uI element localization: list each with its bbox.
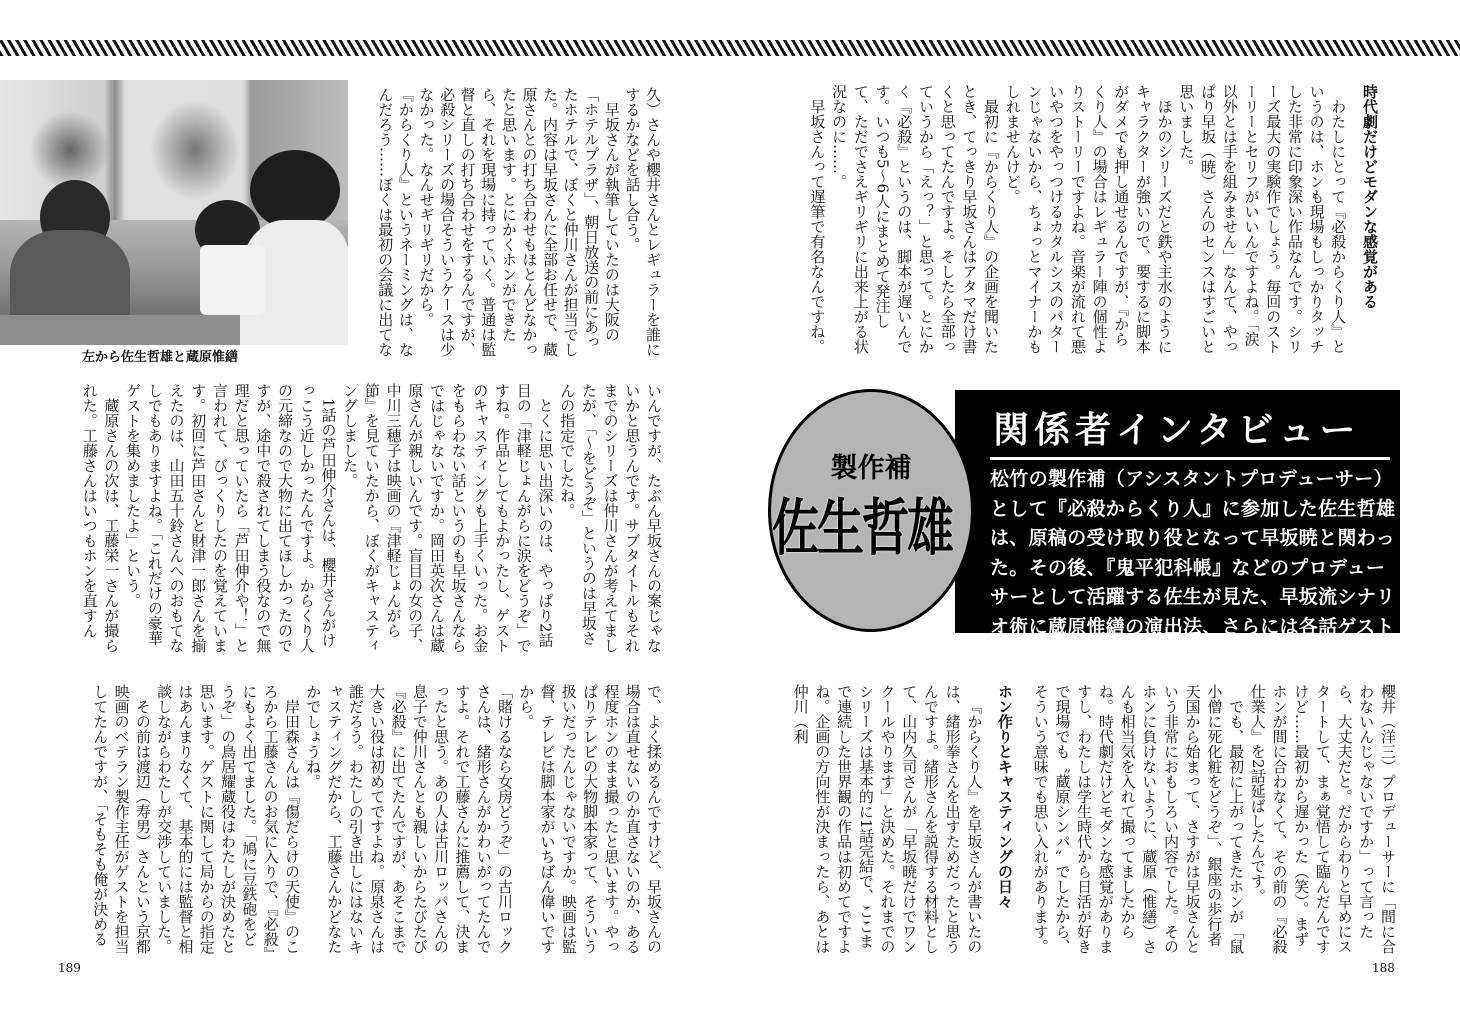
paragraph: その前は渡辺（寿男）さんという京都映画のベテラン製作主任がゲストを担当してたんですが、「そもそも俺が決める (91, 684, 152, 954)
article-column-block-188-top (800, 84, 1380, 356)
header-stripe-decoration (0, 40, 1460, 56)
paragraph: 櫻井（洋三）プロデューサーに「間に合わないんじゃないですか」って言ったら、大丈夫だと。だからわりと早めにスタートして、まぁ覚悟して臨んだんですけど……最初から遅かった（笑）。まずホンが間に合わなくて、その前の『必殺仕業人』を2話延ばしたんです。 (1248, 684, 1397, 954)
paragraph: 蔵原さんの次は、工藤栄一さんが撮られた。工藤さんはいつもホンを直すん (80, 383, 121, 653)
article-column-block-188-bottom (790, 684, 1398, 956)
paragraph: 最初に『からくり人』の企画を聞いたとき、てっきり早坂さんはアタマだけ書くと思ってたんですよ。そしたら全部っていうから「えっ？」と思って。とにかく『必殺』というのは、脚本が遅いんです。いつも5〜6人にまとめて発注して、ただでさえギリギリに出来上がる状況なのに……。 (830, 84, 1001, 354)
paragraph: 1話の芦田伸介さんは、櫻井さんがけっこう近しかったんですよ。からくり人の元締なので大物に出てほしかったのですが、途中で殺されてしまう役なので無理だと思っていたら「芦田伸介や！」と言われて、びっくりしたのを覚えています。初回に芦田さんと財津一郎さんを揃えたのは、山田五十鈴さんへのおもてなしでもありますよね。「これだけの豪華ゲストを集めましたよ」という。 (124, 383, 338, 653)
paragraph: 早坂さんが執筆していたのは大阪の「ホテルプラザ」、朝日放送の前にあったホテルで、ぼくと仲川さんが担当でした。内容は早坂さんに全部お任せで、蔵原さんとの打ち合わせもほとんどなかったと思います。とにかくホンができたら、それを現場に持っていく。普通は監督と直しの打ち合わせをするんですが、必殺シリーズの場合そういうケースは少なかった。なんせギリギリだから。 (417, 87, 621, 357)
paragraph: いんですが、たぶん早坂さんの案じゃないかと思うんです。サブタイトルもそれまでのシリーズは仲川さんが考えてましたが、「〜をどうぞ」というのは早坂さんの指定でしたね。 (558, 383, 663, 653)
article-column-block-189-middle (60, 383, 664, 655)
section-heading: 時代劇だけどモダンな感覚がある (1361, 84, 1379, 309)
paragraph: で、よく揉めるんですけど、早坂さんの場合は直せないのか直さないのか、ある程度ホンのまま撮ったと思います。やっぱりテレビの大物脚本家って、そういう扱いだったんじゃないですか。映画は監督、テレビは脚本家がいちばん偉いですから。 (517, 684, 663, 954)
paragraph: 「賭けるなら女房どうぞ」の古川ロックさんは、緒形さんがかわいがってたんですよ。それで工藤さんに推薦して、決まったと思う。あの人は古川ロッパさんの息子で仲川さんとも親しいからたびたび『必殺』に出てたんですが、あそこまで大きい役は初めてですよね。原泉さんは誰だろう。わたしの引き出しにはないキャスティングだから、工藤さんかどなたかでしょうね。 (304, 684, 514, 954)
article-column-block-189-bottom (86, 684, 664, 956)
paragraph: ほかのシリーズだと鉄や主水のようにキャラクターが強いので、要するに脚本がダメでも押し通せるんですが、『からくり人』の場合はレギュラー陣の個性よりストーリーですよね。音楽が流れて悪いやつをやっつけるカタルシスのパターンじゃないから、ちょっとマイナーかもしれませんけど。 (1003, 84, 1174, 354)
paragraph: とくに思い出深いのは、やっぱり2話目の「津軽じょんがらに涙をどうぞ」ですね。作品としてもよかったし、ゲストのキャスティングも上手くいった。お金をもらわない話というのも早坂さんならではじゃないですか。岡田英次さんは蔵原さんが親しいんです。盲目の女の子、中川三穂子は映画の『津軽じょんがら節』を見ていたから、ぼくがキャスティングしました。 (341, 383, 555, 653)
paragraph: 岸田森さんは『傷だらけの天使』のころから工藤さんのお気に入りで、『必殺』にもよく出てました。「鳩に豆鉄砲をどうぞ」の鳥居耀蔵役はわたしが決めたと思います。ゲストに関して局からの指定はあんまりなくて、基本的には監督と相談しながらわたしが交渉していました。 (155, 684, 301, 954)
interviewee-role: 製作補 (830, 453, 912, 484)
paragraph: 久）さんや櫻井さんとレギュラーを誰にするかなどを話し合う。 (623, 87, 662, 357)
section-heading: ホン作りとキャスティングの日々 (996, 684, 1015, 909)
paragraph: 『からくり人』というネーミングは、なんだろう……ぼくは最初の会議に出てな (376, 87, 415, 357)
banner-divider (990, 457, 1390, 460)
page-number-right: 188 (1372, 961, 1395, 975)
interviewee-name: 佐生哲雄 (772, 493, 952, 565)
banner-title: 関係者インタビュー (993, 410, 1361, 451)
paragraph: わたしにとって『必殺からくり人』というのは、ホンも現場もしっかりタッチした非常に印象深い作品なんです。シリーズ最大の実験作でしょう。毎回のストーリーとセリフがいいんですよね。「涙以外とは手を組みません」なんて、やっぱり早坂（暁）さんのセンスはすごいと思いました。 (1177, 84, 1348, 354)
article-column-block-189-top (353, 87, 663, 359)
paragraph: 『からくり人』を早坂さんが書いたのは、緒形拳さんを出すためだったと思うんですよ。緒形さんを説得する材料として、山内久司さんが「早坂暁だけでワンクールやります」と決めた。それまでのシリーズは基本的に1話完結で、ここまで連続した世界観の作品は初めてですよね。企画の方向性が決まったら、あとは仲川（利 (791, 684, 984, 954)
paragraph: でも、最初に上がってきたホンが「鼠小僧に死化粧をどうぞ」、銀座の歩行者天国から始まって、さすがは早坂さんという非常におもしろい内容でした。そのホンに負けないように、蔵原（惟繕）さんも相当気を入れて撮ってましたからね。時代劇だけどモダンな感覚がありますし、わたしは学生時代から日活が好きで現場でも〝蔵原シンパ〟でしたから、そういう意味でも思い入れがあります。 (1031, 684, 1246, 954)
photo-caption: 左から佐生哲雄と蔵原惟繕 (81, 350, 238, 365)
photo-sasho-and-kurahara (0, 80, 348, 345)
page-number-left: 189 (58, 961, 81, 975)
paragraph: 早坂さんって遅筆で有名なんですね。 (808, 99, 827, 354)
banner-lead-text: 松竹の製作補（アシスタントプロデューサー）として『必殺からくり人』に参加した佐生哲雄は、原稿の受け取り役となって早坂暁と関わった。その後、『鬼平犯科帳』などのプロデューサーとして活躍する佐生が見た、早坂流シナリオ術に蔵原惟繕の演出法、さらには各話ゲストキャスティングの舞台裏！ (990, 468, 1396, 667)
